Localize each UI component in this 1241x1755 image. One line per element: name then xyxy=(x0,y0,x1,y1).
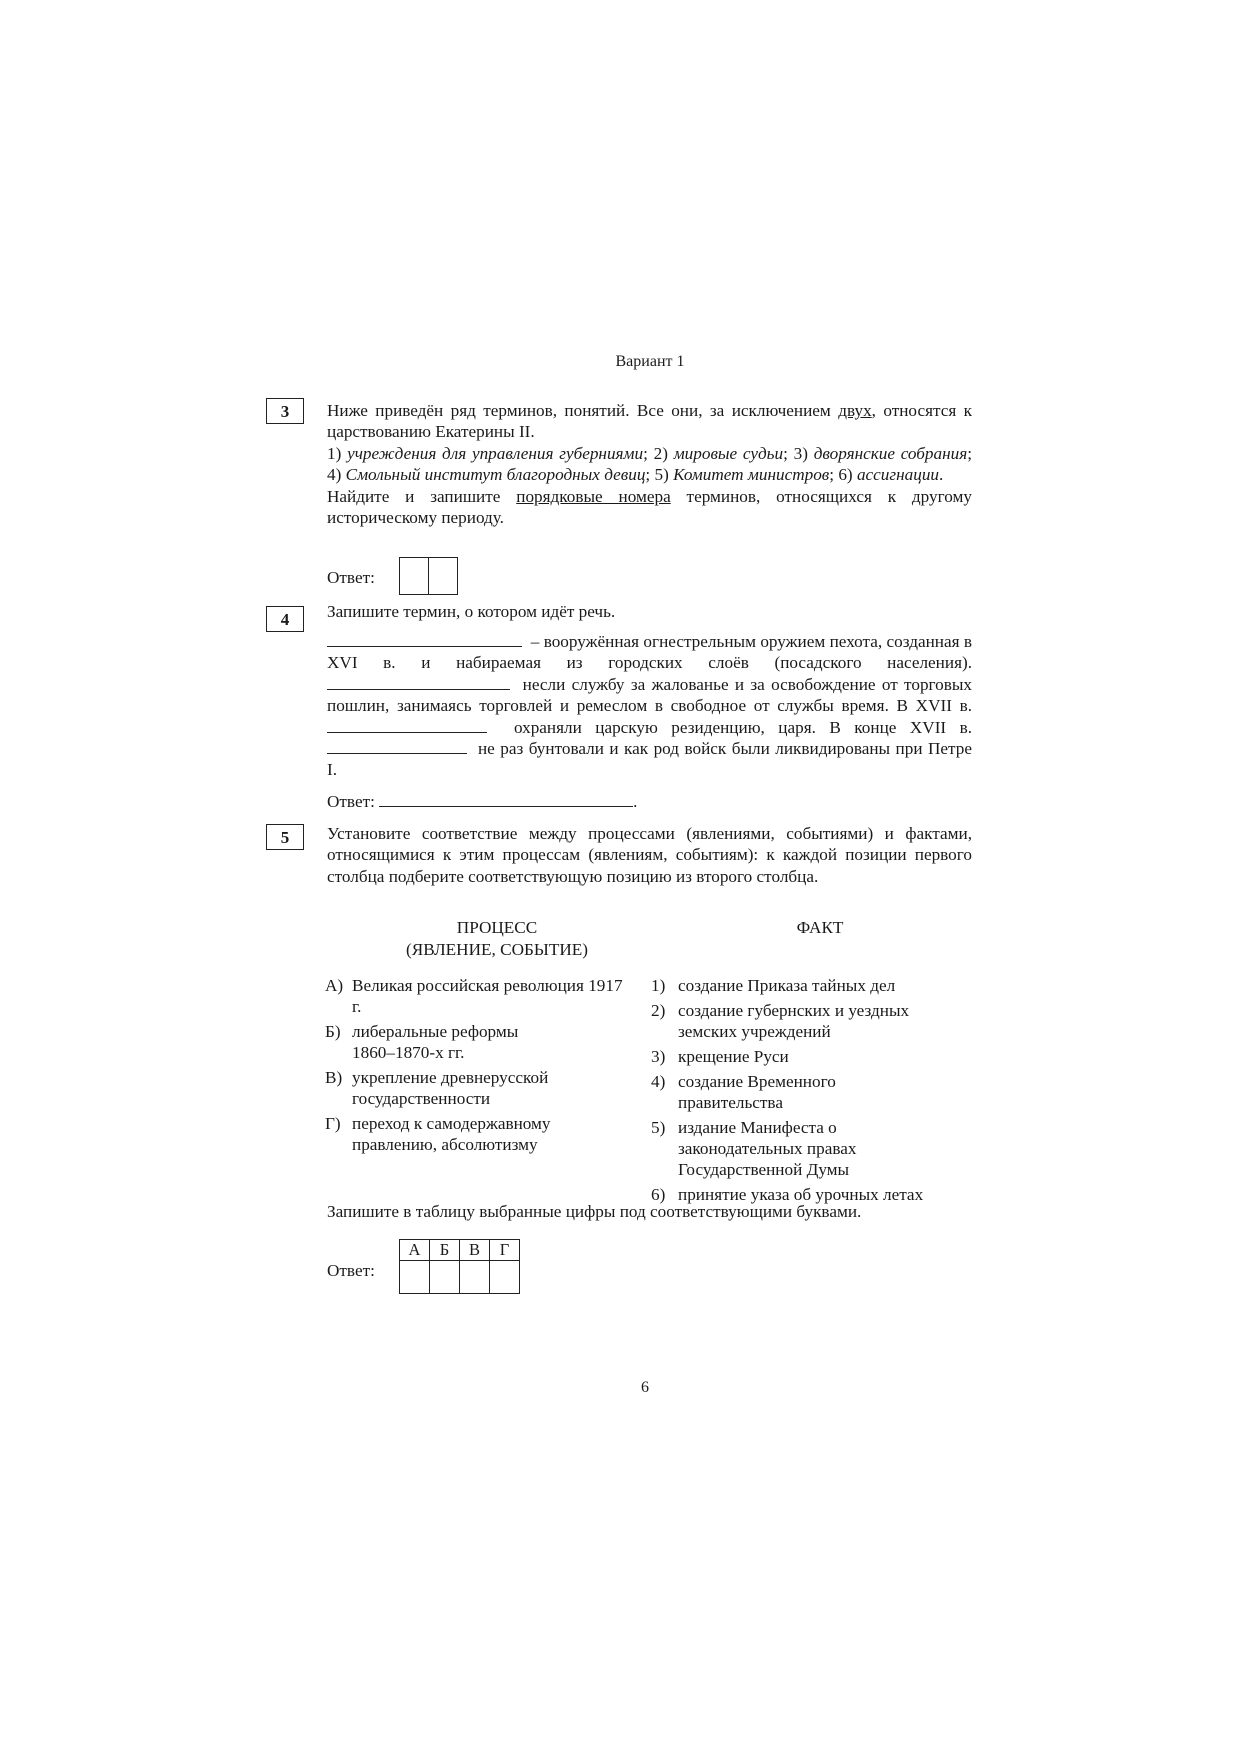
q4-answer-line[interactable] xyxy=(379,791,633,807)
list-item xyxy=(651,1046,956,1067)
q3-answer-cell-2[interactable] xyxy=(428,557,458,595)
right-item-marker: 2) xyxy=(651,1001,666,1020)
term-1-num: 1) xyxy=(327,443,348,463)
answer-cell[interactable] xyxy=(400,1261,430,1294)
right-item-text: крещение Руси xyxy=(678,1047,789,1066)
list-item xyxy=(651,1117,956,1180)
q3-line1-end: , xyxy=(871,401,876,420)
right-item-text: создание губернских и уездных земских учреждений xyxy=(678,1001,910,1041)
right-item-text: создание Приказа тайных дел xyxy=(678,976,896,995)
q4-part-2: несли службу за жалованье и за освобождение от торговых пошлин, занимаясь торговлей и ремеслом в свободное от службы время. В XVII в. xyxy=(327,674,973,716)
q4-part-4: не раз бунтовали и как род войск были ликвидированы при Петре I. xyxy=(327,739,972,780)
list-item xyxy=(651,1071,956,1113)
list-item xyxy=(325,1113,625,1155)
left-item-text: переход к самодержавному правлению, абсолютизму xyxy=(352,1114,551,1154)
left-item-marker: А) xyxy=(325,976,344,995)
right-item-text: издание Манифеста о законодательных правах Государственной Думы xyxy=(678,1118,857,1179)
q5-column-1-title xyxy=(372,917,622,961)
right-item-marker: 6) xyxy=(651,1185,666,1204)
question-3-number: 3 xyxy=(266,398,304,424)
terms-end: . xyxy=(939,465,944,485)
variant-header: Вариант 1 xyxy=(615,353,685,370)
term-5: Комитет министров xyxy=(673,465,830,485)
term-6-num: ; 6) xyxy=(829,465,857,485)
q5-answer-label: Ответ: xyxy=(327,1261,375,1280)
list-item xyxy=(325,1067,625,1109)
page-number: 6 xyxy=(641,1379,649,1396)
term-1: учреждения для управления губерниями xyxy=(347,443,644,463)
left-item-marker: Г) xyxy=(325,1114,341,1133)
q5-col1-title-line2: (ЯВЛЕНИЕ, СОБЫТИЕ) xyxy=(406,940,588,959)
term-2-num: ; 2) xyxy=(643,443,674,463)
q3-task-end: терминов, относящихся к другому историческому периоду. xyxy=(327,486,972,528)
list-item xyxy=(651,975,956,996)
q5-col1-title-line1: ПРОЦЕСС xyxy=(456,918,538,937)
q3-line1-underlined: двух xyxy=(838,401,872,420)
q3-task-underlined: порядковые номера xyxy=(516,486,671,506)
left-item-text: Великая российская революция 1917 г. xyxy=(352,976,623,1016)
q4-part-3: охраняли царскую резиденцию, царя. В конце XVII в. xyxy=(513,717,973,737)
list-item xyxy=(325,975,625,1017)
right-item-text: создание Временного правительства xyxy=(678,1072,836,1112)
right-item-text: принятие указа об урочных летах xyxy=(678,1185,924,1204)
q5-right-list xyxy=(651,975,956,1209)
left-item-text: укрепление древнерусской государственности xyxy=(352,1068,549,1108)
q3-line1: Ниже приведён ряд терминов, понятий. Все они, за исключением xyxy=(327,401,839,420)
right-item-marker: 4) xyxy=(651,1072,666,1091)
term-2: мировые судьи xyxy=(673,443,784,463)
q4-answer-row xyxy=(327,791,637,812)
q4-answer-end: . xyxy=(633,792,638,811)
q5-column-2-title: ФАКТ xyxy=(796,918,844,937)
q4-blank-2 xyxy=(327,674,510,690)
term-3-num: ; 3) xyxy=(783,443,814,463)
answer-cell[interactable] xyxy=(460,1261,490,1294)
answer-cell[interactable] xyxy=(490,1261,520,1294)
q5-table-note: Запишите в таблицу выбранные цифры под соответствующими буквами. xyxy=(327,1202,862,1221)
question-3-text xyxy=(327,400,972,528)
left-item-marker: Б) xyxy=(325,1022,341,1041)
right-item-marker: 5) xyxy=(651,1118,666,1137)
q3-answer-cells xyxy=(399,557,458,595)
left-item-marker: В) xyxy=(325,1068,343,1087)
right-item-marker: 1) xyxy=(651,976,666,995)
term-4-num: ; 4) xyxy=(327,443,973,485)
q4-blank-3 xyxy=(327,717,487,733)
q4-answer-label: Ответ: xyxy=(327,792,375,811)
answer-column-letter: Б xyxy=(430,1240,460,1261)
answer-column-letter: В xyxy=(460,1240,490,1261)
q3-task: Найдите и запишите xyxy=(327,486,517,506)
q3-line2: относятся к царствованию Екатерины II. xyxy=(327,401,972,442)
left-item-text: либеральные реформы 1860–1870-х гг. xyxy=(352,1022,519,1062)
term-3: дворянские собрания xyxy=(813,443,968,463)
list-item xyxy=(325,1021,625,1063)
q4-part-1: – вооружённая огнестрельным оружием пехота, созданная в XVI в. и набираемая из городских слоёв (посадского населения). xyxy=(327,632,972,673)
q5-left-list xyxy=(325,975,625,1159)
q5-intro: Установите соответствие между процессами (явлениями, событиями) и фактами, относящимися к этим процессам (явлениям, событиям): к каждой позиции первого столбца подберите соответствующую позицию из второго столбца. xyxy=(327,824,972,886)
term-4: Смольный институт благородных девиц xyxy=(345,465,646,485)
q3-answer-label: Ответ: xyxy=(327,568,375,587)
term-6: ассигнации xyxy=(856,465,940,485)
right-item-marker: 3) xyxy=(651,1047,666,1066)
answer-column-letter: Г xyxy=(490,1240,520,1261)
list-item xyxy=(651,1000,956,1042)
q4-intro: Запишите термин, о котором идёт речь. xyxy=(327,602,616,621)
question-5-number: 5 xyxy=(266,824,304,850)
question-4-number: 4 xyxy=(266,606,304,632)
q4-blank-1 xyxy=(327,631,522,647)
q4-blank-4 xyxy=(327,738,467,754)
question-4-text xyxy=(327,631,972,781)
answer-column-letter: А xyxy=(400,1240,430,1261)
q3-answer-cell-1[interactable] xyxy=(399,557,429,595)
term-5-num: ; 5) xyxy=(645,465,674,485)
q5-answer-table xyxy=(399,1239,520,1294)
answer-cell[interactable] xyxy=(430,1261,460,1294)
